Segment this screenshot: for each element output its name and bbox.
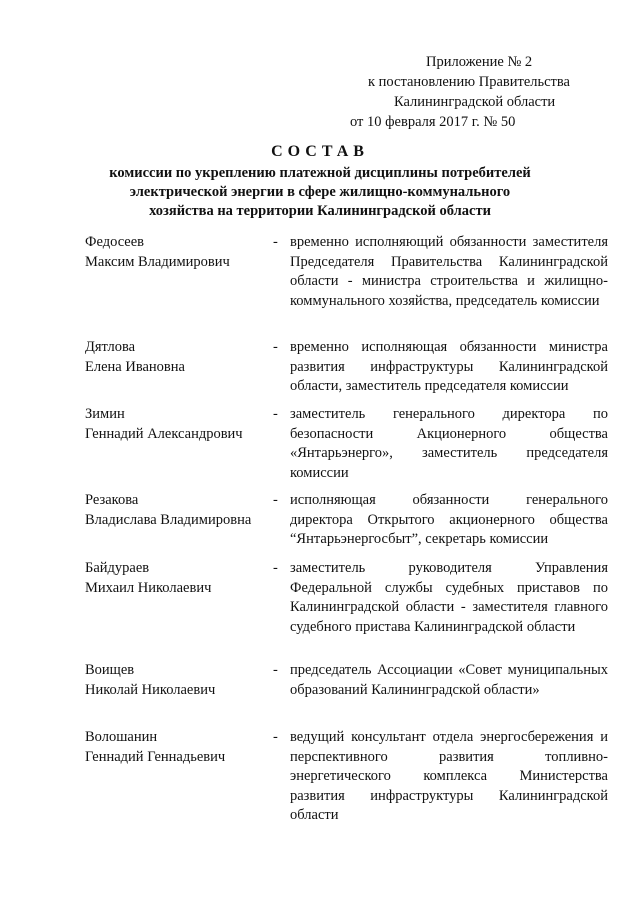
member-name bbox=[85, 233, 275, 272]
member-name bbox=[85, 491, 275, 530]
member-surname: Федосеев bbox=[85, 234, 145, 250]
member-surname: Волошанин bbox=[85, 729, 158, 745]
member-dash: - bbox=[273, 406, 278, 422]
member-given-name: Николай Николаевич bbox=[85, 681, 216, 698]
member-role: ведущий консультант отдела энергосбережения и перспективного развития топливно-энергетического комплекса Министерства развития инфраструктуры Калининградской области bbox=[290, 729, 608, 823]
member-name bbox=[85, 728, 275, 767]
member-given-name: Елена Ивановна bbox=[85, 358, 185, 375]
member-given-name: Геннадий Геннадьевич bbox=[85, 748, 226, 765]
annex-date: от 10 февраля 2017 г. № 50 bbox=[350, 114, 516, 130]
member-dash: - bbox=[273, 492, 278, 508]
member-dash: - bbox=[273, 560, 278, 576]
member-surname: Байдураев bbox=[85, 560, 150, 576]
member-name bbox=[85, 338, 275, 377]
document-subtitle: комиссии по укреплению платежной дисциплины потребителей электрической энергии в сфере жилищно-коммунального хозяйства на территории Калининградской области bbox=[109, 165, 531, 219]
member-surname: Воищев bbox=[85, 662, 135, 678]
member-role: исполняющая обязанности генерального директора Открытого акционерного общества “Янтарьэнергосбыт”, секретарь комиссии bbox=[290, 492, 608, 547]
member-role: временно исполняющая обязанности министра развития инфраструктуры Калининградской области, заместитель председателя комиссии bbox=[290, 339, 608, 394]
annex-number: Приложение № 2 bbox=[426, 54, 533, 70]
document-title: СОСТАВ bbox=[271, 143, 369, 160]
member-role: председатель Ассоциации «Совет муниципальных образований Калининградской области» bbox=[290, 662, 608, 698]
annex-region: Калининградской области bbox=[394, 94, 556, 110]
member-given-name: Геннадий Александрович bbox=[85, 425, 243, 442]
member-dash: - bbox=[273, 662, 278, 678]
member-name bbox=[85, 405, 275, 444]
member-dash: - bbox=[273, 234, 278, 250]
member-surname: Зимин bbox=[85, 406, 125, 422]
member-surname: Дятлова bbox=[85, 339, 136, 355]
member-given-name: Владислава Владимировна bbox=[85, 511, 252, 528]
member-dash: - bbox=[273, 729, 278, 745]
member-role: временно исполняющий обязанности заместителя Председателя Правительства Калининградской области - министра строительства и жилищно-коммунального хозяйства, председатель комиссии bbox=[290, 234, 608, 309]
annex-resolution-ref: к постановлению Правительства bbox=[368, 74, 570, 90]
member-role: заместитель генерального директора по безопасности Акционерного общества «Янтарьэнерго», заместитель председателя комиссии bbox=[290, 406, 608, 481]
member-dash: - bbox=[273, 339, 278, 355]
member-given-name: Максим Владимирович bbox=[85, 253, 230, 270]
member-given-name: Михаил Николаевич bbox=[85, 579, 212, 596]
member-name bbox=[85, 661, 275, 700]
member-role: заместитель руководителя Управления Федеральной службы судебных приставов по Калининградской области - заместителя главного судебного пристава Калининградской области bbox=[290, 560, 608, 635]
member-name bbox=[85, 559, 275, 598]
annex-header bbox=[350, 52, 600, 132]
member-surname: Резакова bbox=[85, 492, 139, 508]
